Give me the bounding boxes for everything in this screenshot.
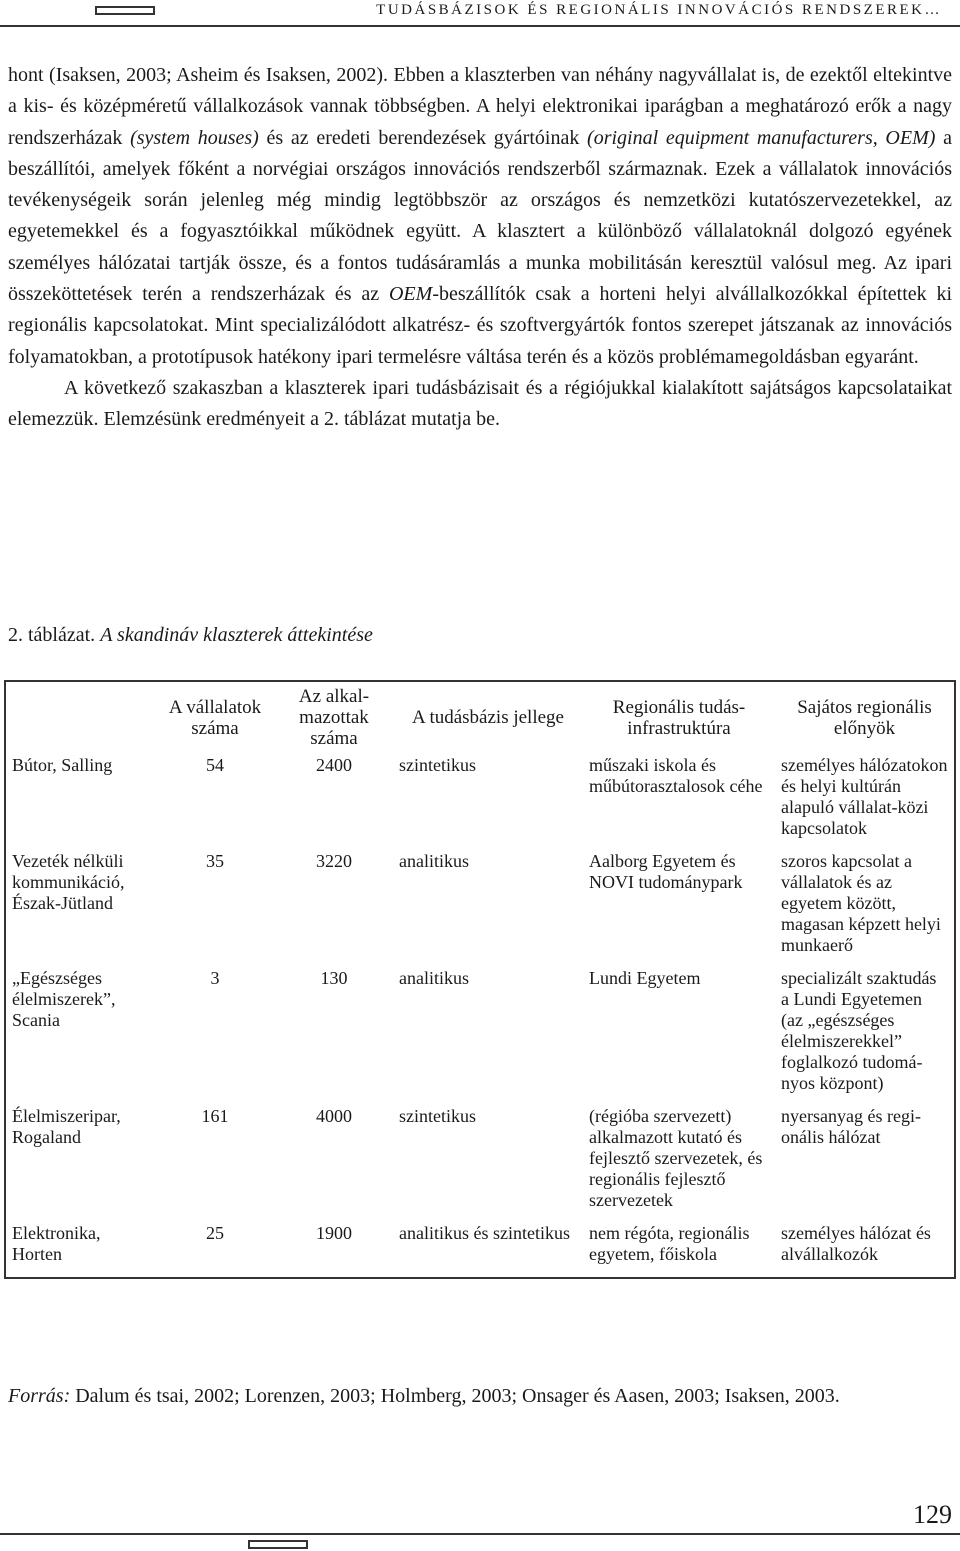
header-cell: A tudásbázis jellege: [412, 707, 564, 728]
advantages-cell: szoros kapcsolat a vállalatok és az egyetem között, magasan képzett helyi munkaerő: [781, 851, 941, 955]
knowledge-base-cell: analitikus: [399, 851, 469, 871]
cluster-name-cell: Élelmiszeripar, Rogaland: [12, 1106, 121, 1147]
running-head: TUDÁSBÁZISOK ÉS REGIONÁLIS INNOVÁCIÓS RENDSZEREK…: [376, 2, 942, 18]
page-number: 129: [913, 1500, 952, 1529]
infrastructure-cell: Aalborg Egyetem és NOVI tudománypark: [589, 851, 743, 892]
infrastructure-cell: (régióba szervezett) alkalmazott kutató és fejlesztő szervezetek, és regionális fejlesztő szervezetek: [589, 1106, 763, 1210]
caption-label: 2. táblázat.: [8, 624, 96, 646]
clusters-table: [4, 680, 956, 1279]
table-header-row: [5, 681, 955, 755]
knowledge-base-cell: szintetikus: [399, 1106, 476, 1126]
source-label: Forrás:: [8, 1385, 71, 1407]
infrastructure-cell: műszaki iskola és műbútorasztalosok céhe: [589, 755, 763, 796]
text-run: hont (Isaksen, 2003; Asheim és Isaksen, 2002). Ebben a klaszterben van néhány nagyvállalat is, de ezektől eltekintve a kis- és középméretű vállalkozások vannak többségben. A helyi elektronikai iparágban a meghatározó erők a nagy rendszerházak: [8, 64, 952, 149]
cluster-name-cell: Vezeték nélküli kommunikáció, Észak-Jütland: [12, 851, 125, 913]
header-decoration: [95, 6, 155, 15]
employees-count-cell: 4000: [316, 1106, 352, 1126]
header-cell: [5, 681, 155, 755]
source-note: [8, 1381, 952, 1412]
knowledge-base-cell: szintetikus: [399, 755, 476, 775]
footer-rule: [0, 1533, 960, 1535]
table-caption: [8, 624, 373, 647]
paragraph-1: [8, 60, 952, 373]
knowledge-base-cell: analitikus: [399, 968, 469, 988]
italic-run: (system houses): [130, 126, 259, 149]
text-run: a beszállítói, amelyek főként a norvégiai országos innovációs rendszerből származnak. Ezek a vállalatok innovációs tevékenységeik során jelenleg még mindig legtöbbször az országos és nemzetközi kutatószervezetekkel, az egyetemekkel és a fogyasztóikkal működnek együtt. A klasztert a különböző vállalatoknál dolgozó egyének személyes hálózatai tartják össze, és a fontos tudásáramlás a munka mobilitásán keresztül valósul meg. Az ipari összeköttetések terén a rendszerházak és az: [8, 126, 952, 306]
italic-run: (original equipment manufacturers, OEM): [587, 126, 936, 149]
header-cell: Sajátos regionális előnyök: [797, 696, 932, 739]
header-cell: Regionális tudásinfrastruktúra: [612, 696, 746, 739]
table-row: [5, 1106, 955, 1223]
infrastructure-cell: nem régóta, regionális egyetem, főiskola: [589, 1223, 750, 1264]
cluster-name-cell: „Egészséges élelmiszerek”, Scania: [12, 968, 116, 1030]
table-row: [5, 1223, 955, 1278]
header-rule: [0, 25, 960, 27]
employees-count-cell: 2400: [316, 755, 352, 775]
table-row: [5, 851, 955, 968]
italic-run: OEM: [388, 283, 433, 306]
employees-count-cell: 1900: [316, 1223, 352, 1243]
employees-count-cell: 3220: [316, 851, 352, 871]
header-cell: Az alkalmazottak száma: [298, 686, 370, 749]
body-text: [8, 60, 952, 436]
footer-decoration: [248, 1540, 308, 1549]
advantages-cell: nyersanyag és regionális hálózat: [781, 1106, 921, 1147]
firms-count-cell: 35: [206, 851, 224, 871]
text-run: -beszállítók csak a horteni helyi alvállalkozókkal építettek ki regionális kapcsolatokat. Mint specializálódott alkatrész- és szoftvergyártók fontos szerepet játszanak az innovációs folyamatokban, a prototípusok hatékony ipari termelésre váltása terén és a közös problémamegoldásban egyaránt.: [8, 283, 953, 368]
cluster-name-cell: Bútor, Salling: [12, 755, 113, 775]
knowledge-base-cell: analitikus és szintetikus: [399, 1223, 570, 1243]
header-cell: A vállalatok száma: [168, 696, 262, 739]
firms-count-cell: 3: [210, 968, 220, 988]
table-row: [5, 755, 955, 851]
table-row: [5, 968, 955, 1106]
infrastructure-cell: Lundi Egyetem: [589, 968, 701, 988]
source-text: Dalum és tsai, 2002; Lorenzen, 2003; Holmberg, 2003; Onsager és Aasen, 2003; Isaksen, 2003.: [70, 1385, 840, 1407]
firms-count-cell: 25: [206, 1223, 224, 1243]
firms-count-cell: 54: [206, 755, 224, 775]
text-run: és az eredeti berendezések gyártóinak: [258, 126, 588, 149]
caption-title: A skandináv klaszterek áttekintése: [100, 624, 373, 646]
advantages-cell: specializált szaktudás a Lundi Egyetemen (az „egészséges élelmiszerekkel” foglalkozó tudományos központ): [781, 968, 937, 1093]
firms-count-cell: 161: [201, 1106, 229, 1126]
cluster-name-cell: Elektronika, Horten: [12, 1223, 101, 1264]
employees-count-cell: 130: [320, 968, 348, 988]
advantages-cell: személyes hálózat és alvállalkozók: [781, 1223, 931, 1264]
paragraph-2: A következő szakaszban a klaszterek ipari tudásbázisait és a régiójukkal kialakított sajátságos kapcsolataikat elemezzük. Elemzésünk eredményeit a 2. táblázat mutatja be.: [8, 376, 952, 431]
advantages-cell: személyes hálózatokon és helyi kultúrán alapuló vállalat-közi kapcsolatok: [781, 755, 948, 838]
